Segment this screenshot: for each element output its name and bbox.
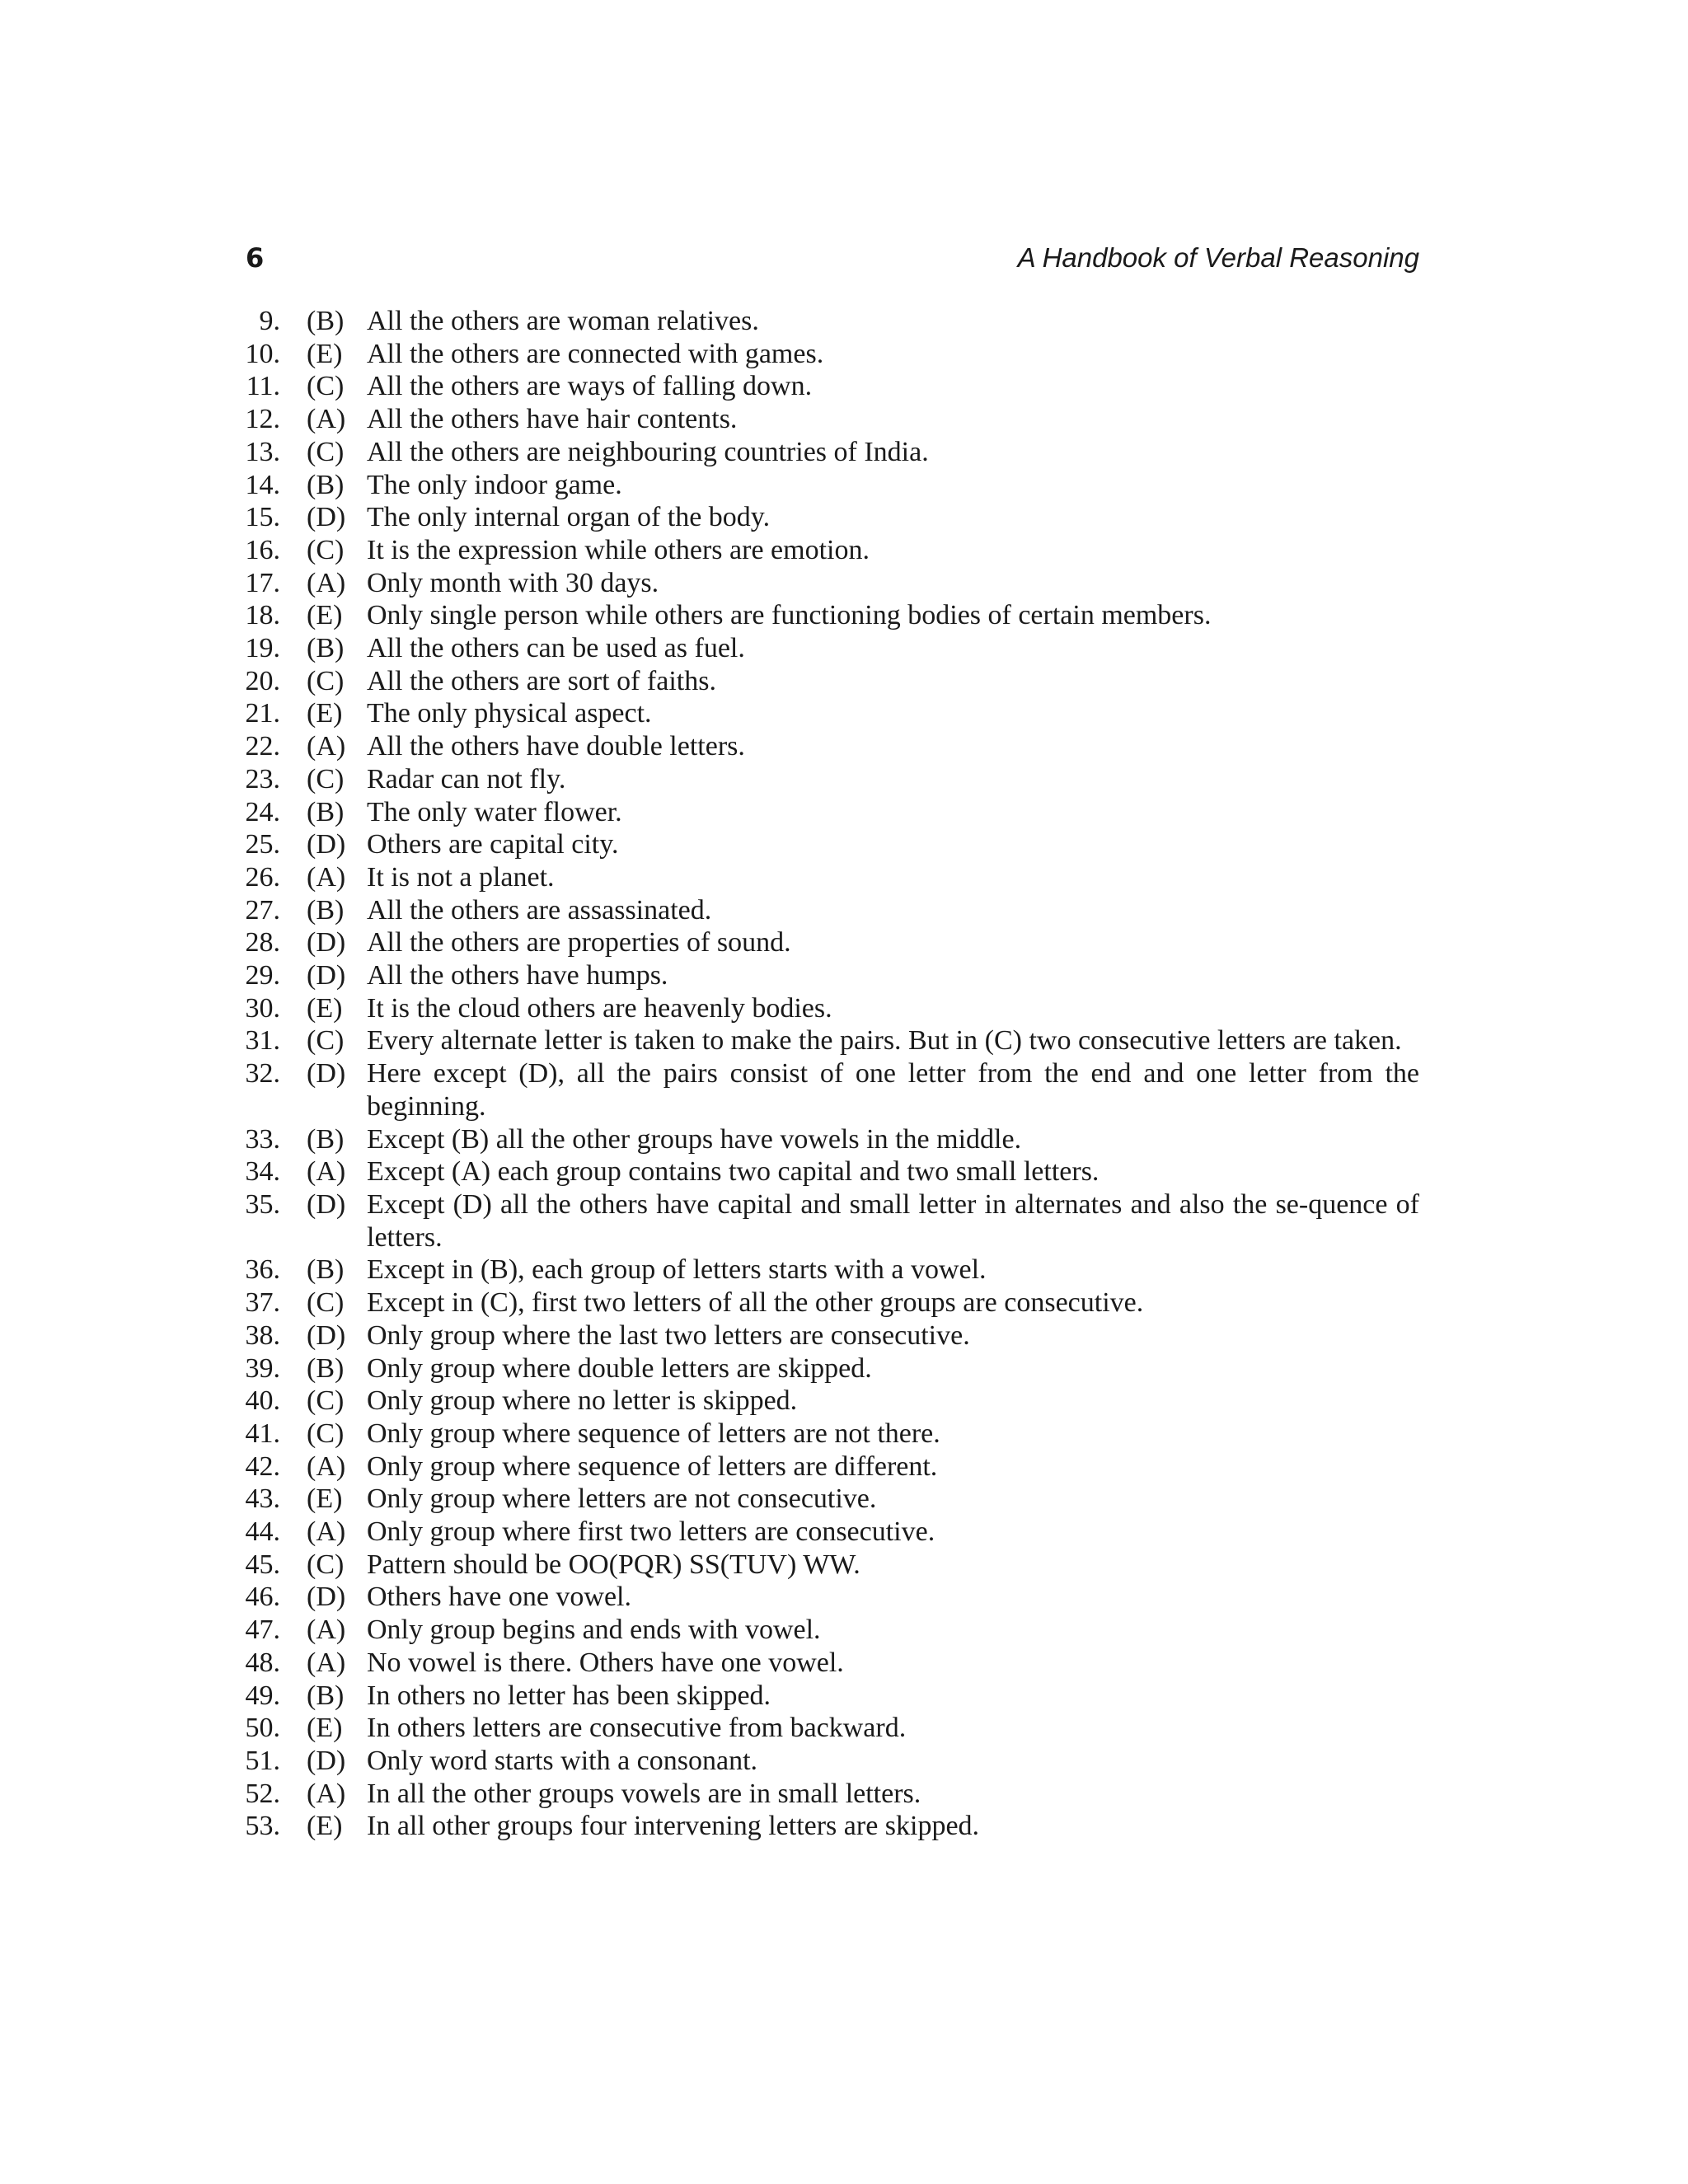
answer-row <box>223 370 1419 403</box>
answer-row <box>223 567 1419 600</box>
answer-explanation: The only indoor game. <box>367 469 622 500</box>
answer-explanation: In others no letter has been skipped. <box>367 1680 771 1711</box>
answer-option: (D) <box>307 829 346 860</box>
answer-option: (D) <box>307 502 346 533</box>
answer-row <box>223 1581 1419 1614</box>
answer-option: (E) <box>307 600 343 631</box>
question-number: 40. <box>245 1385 280 1417</box>
answer-row <box>223 1286 1419 1319</box>
answer-row <box>223 796 1419 829</box>
question-number: 32. <box>245 1058 280 1090</box>
answer-option: (C) <box>307 665 345 696</box>
question-number: 10. <box>245 338 280 369</box>
answer-row <box>223 403 1419 436</box>
question-number: 30. <box>245 992 280 1024</box>
answer-explanation: All the others have humps. <box>367 960 668 991</box>
question-number: 16. <box>245 534 280 565</box>
answer-explanation: All the others have double letters. <box>367 731 745 762</box>
answer-option: (E) <box>307 338 343 369</box>
question-number: 34. <box>245 1156 280 1188</box>
answer-row <box>223 1155 1419 1188</box>
question-number: 9. <box>259 306 280 336</box>
answer-option: (A) <box>307 1156 346 1188</box>
answer-row <box>223 632 1419 665</box>
answer-explanation: Only group where sequence of letters are not there. <box>367 1418 940 1449</box>
answer-row <box>223 665 1419 698</box>
answer-option: (C) <box>307 534 345 565</box>
answer-option: (D) <box>307 1745 346 1776</box>
question-number: 26. <box>245 861 280 893</box>
answer-explanation: All the others are woman relatives. <box>367 306 759 336</box>
answer-option: (A) <box>307 1615 346 1646</box>
answer-option: (A) <box>307 1647 346 1678</box>
answer-option: (D) <box>307 960 346 991</box>
answer-explanation: Radar can not fly. <box>367 763 566 794</box>
answer-explanation: Only group where letters are not consecutive. <box>367 1483 877 1515</box>
answer-row <box>223 1451 1419 1483</box>
answer-row <box>223 926 1419 959</box>
answer-row <box>223 436 1419 469</box>
answer-option: (A) <box>307 1516 346 1548</box>
answer-option: (B) <box>307 306 345 336</box>
answer-explanation: Only month with 30 days. <box>367 567 659 598</box>
question-number: 14. <box>245 469 280 500</box>
answer-explanation: Every alternate letter is taken to make the pairs. But in (C) two consecutive letters are taken. <box>367 1025 1402 1057</box>
question-number: 13. <box>245 436 280 467</box>
question-number: 44. <box>245 1516 280 1548</box>
question-number: 51. <box>245 1745 280 1776</box>
question-number: 48. <box>245 1647 280 1678</box>
question-number: 38. <box>245 1319 280 1351</box>
answer-option: (B) <box>307 1680 345 1711</box>
page-header <box>246 237 1419 279</box>
question-number: 31. <box>245 1025 280 1057</box>
answer-option: (A) <box>307 1778 346 1809</box>
answer-row <box>223 959 1419 992</box>
answer-option: (C) <box>307 1287 345 1319</box>
answer-explanation: Only word starts with a consonant. <box>367 1745 758 1776</box>
answer-option: (E) <box>307 698 343 729</box>
answer-row <box>223 992 1419 1025</box>
answer-explanation: Only group where sequence of letters are different. <box>367 1451 938 1482</box>
question-number: 36. <box>245 1254 280 1286</box>
answer-explanation: No vowel is there. Others have one vowel. <box>367 1647 844 1678</box>
answer-explanation: Here except (D), all the pairs consist of one letter from the end and one letter from the beginning. <box>367 1058 1419 1122</box>
answer-row <box>223 599 1419 632</box>
answer-row <box>223 469 1419 502</box>
answer-explanation: Except (D) all the others have capital and small letter in alternates and also the se-quence of letters. <box>367 1188 1419 1253</box>
answer-row <box>223 861 1419 894</box>
answer-option: (D) <box>307 1058 346 1090</box>
page-number: 6 <box>246 242 265 274</box>
question-number: 37. <box>245 1287 280 1319</box>
answer-option: (B) <box>307 633 345 664</box>
answer-row <box>223 828 1419 861</box>
answer-row <box>223 697 1419 730</box>
answer-row <box>223 1712 1419 1745</box>
question-number: 33. <box>245 1123 280 1155</box>
question-number: 15. <box>245 502 280 533</box>
answer-explanation: All the others are sort of faiths. <box>367 665 716 696</box>
answer-option: (C) <box>307 763 345 794</box>
answer-row <box>223 1745 1419 1778</box>
question-number: 49. <box>245 1680 280 1711</box>
answer-explanation: Only group where the last two letters are consecutive. <box>367 1319 970 1351</box>
question-number: 20. <box>245 665 280 696</box>
answer-option: (D) <box>307 1319 346 1351</box>
answer-explanation: Only group where no letter is skipped. <box>367 1385 798 1417</box>
answer-option: (B) <box>307 1352 345 1384</box>
answer-option: (A) <box>307 404 346 435</box>
answer-option: (C) <box>307 1385 345 1417</box>
question-number: 52. <box>245 1778 280 1809</box>
answer-explanation: Others have one vowel. <box>367 1582 632 1613</box>
question-number: 45. <box>245 1549 280 1580</box>
answer-row <box>223 338 1419 371</box>
answer-explanation: Only group begins and ends with vowel. <box>367 1615 821 1646</box>
answer-list <box>223 305 1419 1843</box>
question-number: 27. <box>245 894 280 926</box>
question-number: 28. <box>245 927 280 958</box>
question-number: 46. <box>245 1582 280 1613</box>
answer-option: (B) <box>307 796 345 827</box>
question-number: 25. <box>245 829 280 860</box>
answer-explanation: In all the other groups vowels are in small letters. <box>367 1778 921 1809</box>
answer-explanation: Except (B) all the other groups have vowels in the middle. <box>367 1123 1022 1155</box>
answer-option: (D) <box>307 1188 346 1220</box>
answer-explanation: The only physical aspect. <box>367 698 652 729</box>
question-number: 19. <box>245 633 280 664</box>
answer-row <box>223 730 1419 763</box>
answer-row <box>223 894 1419 927</box>
answer-explanation: In all other groups four intervening letters are skipped. <box>367 1811 980 1842</box>
answer-option: (A) <box>307 731 346 762</box>
question-number: 21. <box>245 698 280 729</box>
answer-explanation: All the others are connected with games. <box>367 338 824 369</box>
answer-row <box>223 501 1419 534</box>
answer-option: (A) <box>307 1451 346 1482</box>
answer-option: (C) <box>307 1418 345 1449</box>
answer-row <box>223 1778 1419 1811</box>
answer-explanation: It is the expression while others are emotion. <box>367 534 870 565</box>
answer-explanation: In others letters are consecutive from backward. <box>367 1713 907 1744</box>
question-number: 29. <box>245 960 280 991</box>
answer-option: (E) <box>307 1483 343 1515</box>
answer-row <box>223 1614 1419 1647</box>
answer-explanation: Others are capital city. <box>367 829 619 860</box>
question-number: 50. <box>245 1713 280 1744</box>
answer-option: (D) <box>307 927 346 958</box>
answer-explanation: Except in (B), each group of letters starts with a vowel. <box>367 1254 987 1286</box>
answer-explanation: The only internal organ of the body. <box>367 502 771 533</box>
answer-explanation: All the others can be used as fuel. <box>367 633 745 664</box>
answer-row <box>223 1516 1419 1549</box>
answer-row <box>223 1680 1419 1713</box>
question-number: 47. <box>245 1615 280 1646</box>
answer-explanation: All the others are neighbouring countries of India. <box>367 436 929 467</box>
answer-row <box>223 1352 1419 1385</box>
answer-option: (B) <box>307 894 345 926</box>
answer-option: (C) <box>307 1025 345 1057</box>
question-number: 43. <box>245 1483 280 1515</box>
answer-explanation: All the others are assassinated. <box>367 894 712 926</box>
answer-explanation: All the others are properties of sound. <box>367 927 791 958</box>
answer-option: (E) <box>307 992 343 1024</box>
question-number: 35. <box>245 1188 280 1220</box>
answer-explanation: Except (A) each group contains two capital and two small letters. <box>367 1156 1100 1188</box>
running-title: A Handbook of Verbal Reasoning <box>1017 242 1419 273</box>
answer-option: (B) <box>307 469 345 500</box>
answer-row <box>223 1483 1419 1516</box>
answer-row <box>223 534 1419 567</box>
answer-row <box>223 1418 1419 1451</box>
answer-option: (E) <box>307 1713 343 1744</box>
answer-row <box>223 1319 1419 1352</box>
answer-row <box>223 1647 1419 1680</box>
question-number: 39. <box>245 1352 280 1384</box>
answer-row <box>223 1123 1419 1156</box>
answer-row <box>223 1254 1419 1286</box>
answer-row <box>223 1549 1419 1582</box>
question-number: 53. <box>245 1811 280 1842</box>
answer-option: (A) <box>307 861 346 893</box>
answer-option: (B) <box>307 1254 345 1286</box>
answer-option: (E) <box>307 1811 343 1842</box>
answer-option: (C) <box>307 436 345 467</box>
answer-row <box>223 1024 1419 1057</box>
question-number: 24. <box>245 796 280 827</box>
question-number: 11. <box>246 371 280 402</box>
question-number: 12. <box>245 404 280 435</box>
question-number: 42. <box>245 1451 280 1482</box>
answer-row <box>223 1810 1419 1843</box>
answer-option: (C) <box>307 371 345 402</box>
answer-explanation: All the others have hair contents. <box>367 404 738 435</box>
answer-option: (C) <box>307 1549 345 1580</box>
question-number: 17. <box>245 567 280 598</box>
question-number: 41. <box>245 1418 280 1449</box>
answer-row <box>223 1385 1419 1418</box>
question-number: 18. <box>245 600 280 631</box>
answer-row <box>223 763 1419 796</box>
answer-explanation: It is the cloud others are heavenly bodies. <box>367 992 832 1024</box>
answer-option: (D) <box>307 1582 346 1613</box>
answer-explanation: Only group where first two letters are consecutive. <box>367 1516 935 1548</box>
answer-explanation: Pattern should be OO(PQR) SS(TUV) WW. <box>367 1549 860 1580</box>
answer-explanation: All the others are ways of falling down. <box>367 371 813 402</box>
answer-row <box>223 1188 1419 1254</box>
answer-explanation: Except in (C), first two letters of all the other groups are consecutive. <box>367 1287 1144 1319</box>
answer-explanation: It is not a planet. <box>367 861 555 893</box>
answer-explanation: Only group where double letters are skipped. <box>367 1352 872 1384</box>
answer-explanation: The only water flower. <box>367 796 622 827</box>
answer-option: (A) <box>307 567 346 598</box>
answer-option: (B) <box>307 1123 345 1155</box>
answer-row <box>223 305 1419 338</box>
answer-row <box>223 1057 1419 1122</box>
question-number: 23. <box>245 763 280 794</box>
answer-explanation: Only single person while others are functioning bodies of certain members. <box>367 600 1212 631</box>
question-number: 22. <box>245 731 280 762</box>
